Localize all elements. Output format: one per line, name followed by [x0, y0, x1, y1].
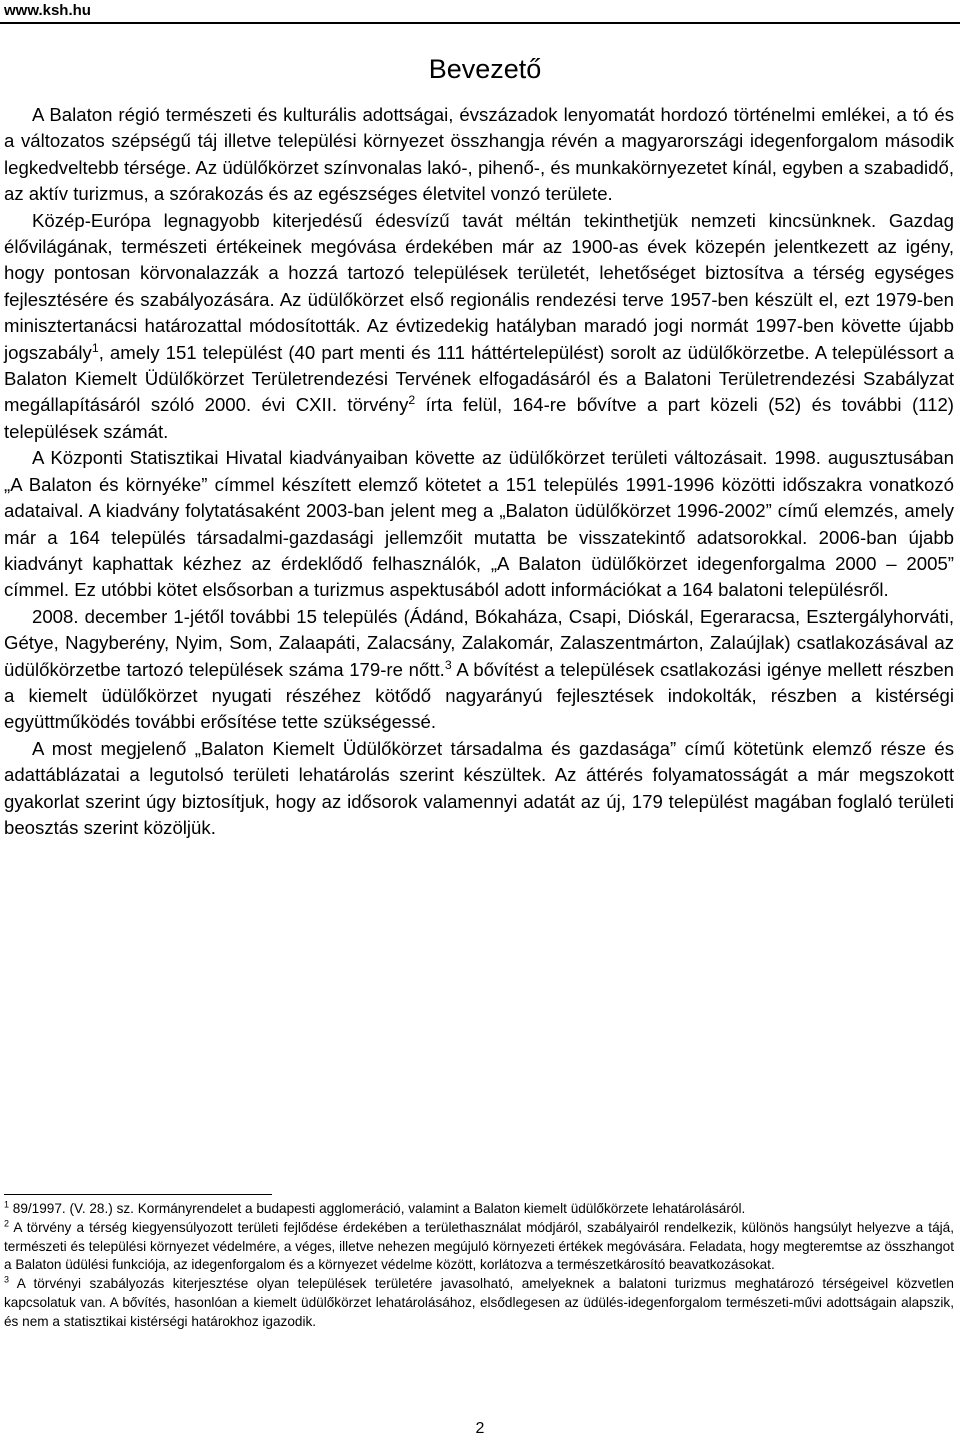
footnote-number: 1: [4, 1199, 9, 1210]
paragraph: A most megjelenő „Balaton Kiemelt Üdülőkörzet társadalma és gazdasága” című kötetünk elemző része és adattáblázatai a legutolsó területi lehatárolás szerint készültek. Az áttérés folyamatosságát a már megszokott gyakorlat szerint úgy biztosítjuk, hogy az idősorok valamennyi adatát az új, 179 települést magában foglaló területi beosztás szerint közöljük.: [4, 737, 954, 838]
footnotes: [4, 1200, 954, 1332]
footnote: $^2$ A törvény a térség kiegyensúlyozott területi fejlődése érdekében a területhasználat módjáról, szabályairól rendelkezik, különös hangsúlyt helyezve a tájá, természeti és települési környezet védelmére, a véges, illetve nehezen megújuló környezeti értékek megóvására. Feladata, hogy megteremtse az összhangot a Balaton üdülési funkciója, az idegenforgalom és a környezet védelme között, korlátozva a természetkárosító beavatkozásokat.: [4, 1218, 954, 1273]
paragraph: A Balaton régió természeti és kulturális adottságai, évszázadok lenyomatát hordozó történelmi emlékei, a tó és a változatos szépségű táj illetve települési környezet összhangja révén a magyarországi idegenforgalom második legkedveltebb térsége. Az üdülőkörzet színvonalas lakó-, pihenő-, és munkakörnyezetet kínál, egyben a szabadidő, az aktív turizmus, a szórakozás és az egészséges életvitel vonzó területe.: [4, 104, 954, 205]
body-text: [4, 102, 954, 841]
page-number: 2: [475, 1420, 485, 1437]
footnote-separator: [4, 1194, 272, 1195]
header-url: www.ksh.hu: [4, 2, 91, 19]
page-title: Bevezető: [428, 54, 542, 84]
footnote: $^3$ A törvényi szabályozás kiterjesztése olyan települések területére javasolható, amelyeknek a balatoni turizmus meghatározó térségeivel közvetlen kapcsolatuk van. A bővítés, hasonlóan a kiemelt üdülőkörzet lehatárolásához, elsődlegesen az üdülés-idegenforgalom természeti-művi adottságain alapszik, és nem a statisztikai kistérségi határokhoz igazodik.: [4, 1274, 954, 1329]
header-rule: [0, 22, 960, 24]
paragraph: A Központi Statisztikai Hivatal kiadványaiban követte az üdülőkörzet területi változásait. 1998. augusztusában „A Balaton és környéke” címmel készített elemző kötetet a 151 település 1991-1996 közötti időszakra vonatkozó adataival. A kiadvány folytatásaként 2003-ban jelent meg a „Balaton üdülőkörzet 1996-2002” című elemzés, amely már a 164 település társadalmi-gazdasági jellemzőit mutatta be visszatekintő adatsorokkal. 2006-ban újabb kiadványt kaphattak kézhez az érdeklődő felhasználók, „A Balaton üdülőkörzet idegenforgalma 2000 – 2005” címmel. Ez utóbbi kötet elsősorban a turizmus aspektusából adott információkat a 164 balatoni településről.: [4, 447, 954, 601]
footnote-ref: 2: [408, 393, 416, 408]
footnote-ref: 3: [444, 657, 452, 672]
footnote-number: 3: [4, 1274, 9, 1285]
paragraph: Közép-Európa legnagyobb kiterjedésű édesvízű tavát méltán tekinthetjük nemzeti kincsünknek. Gazdag élővilágának, természeti értékeinek megóvása érdekében már az 1900-as évek közepén jelentkezett az igény, hogy pontosan körvonalazzák a hozzá tartozó települések területét, lehetőséget biztosítva a térség egységes fejlesztésére és szabályozására. Az üdülőkörzet első regionális rendezési terve 1957-ben készült el, ezt 1979-ben minisztertanácsi határozattal módosították. Az évtizedekig hatályban maradó jogi normát 1997-ben követte újabb jogszabály$^1$, amely 151 települést (40 part menti és 111 háttértelepülést) sorolt az üdülőkörzetbe. A településsort a Balaton Kiemelt Üdülőkörzet Területrendezési Tervének elfogadásáról és a Balatoni Területrendezési Szabályzat megállapításáról szóló 2000. évi CXII. törvény$^2$ írta felül, 164-re bővítve a part közeli (52) és további (112) települések számát.: [4, 209, 954, 442]
footnote-number: 2: [4, 1218, 9, 1229]
paragraph: 2008. december 1-jétől további 15 település (Ádánd, Bókaháza, Csapi, Dióskál, Egeraracsa, Esztergályhorváti, Gétye, Nagyberény, Nyim, Som, Zalaapáti, Zalacsány, Zalakomár, Zalaszentmárton, Zalaújlak) csatlakozásával az üdülőkörzetbe tartozó települések száma 179-re nőtt.$^3$ A bővítést a települések csatlakozási igénye mellett részben a kiemelt üdülőkörzet nyugati részéhez kötődő nagyarányú fejlesztések indokolták, részben a kistérségi együttműködés további erősítése tette szükségessé.: [4, 605, 954, 733]
footnote-ref: 1: [91, 340, 99, 355]
footnote: $^1$ 89/1997. (V. 28.) sz. Kormányrendelet a budapesti agglomeráció, valamint a Balaton kiemelt üdülőkörzete lehatárolásáról.: [4, 1199, 746, 1216]
